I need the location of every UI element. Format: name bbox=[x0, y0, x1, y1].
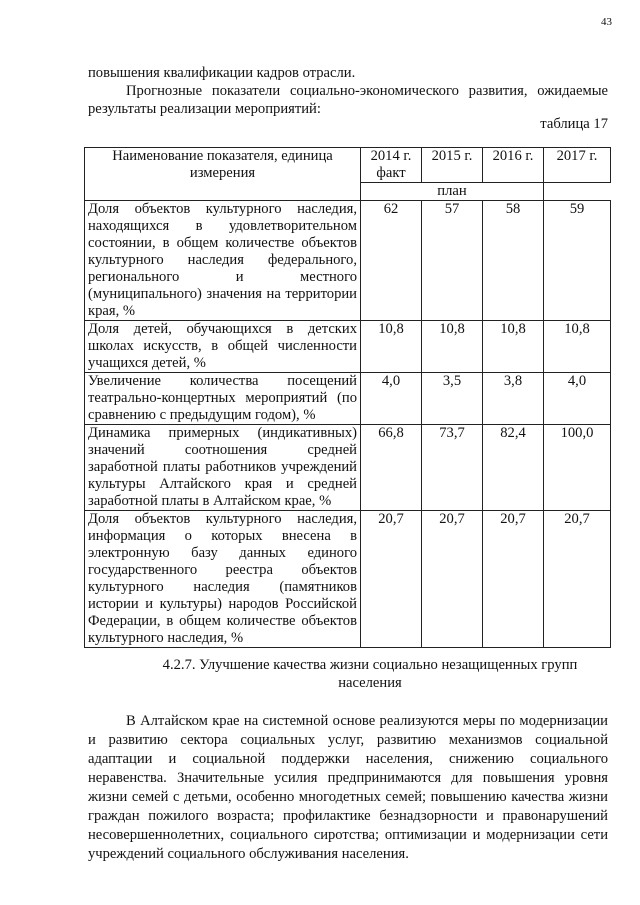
row-value-2015: 73,7 bbox=[422, 425, 483, 511]
table-row bbox=[85, 201, 611, 321]
row-value-2015: 57 bbox=[422, 201, 483, 321]
indicators-table bbox=[84, 147, 611, 648]
table-caption: таблица 17 bbox=[540, 116, 608, 132]
row-value-2014: 66,8 bbox=[361, 425, 422, 511]
row-value-2016: 20,7 bbox=[483, 511, 544, 648]
row-indicator-name: Доля детей, обучающихся в детских школах искусств, в общей численности учащихся детей, % bbox=[85, 321, 361, 373]
row-value-2015: 3,5 bbox=[422, 373, 483, 425]
intro-paragraph: Прогнозные показатели социально-экономического развития, ожидаемые результаты реализации мероприятий: bbox=[88, 83, 608, 117]
header-year-label: 2014 г. bbox=[370, 148, 412, 164]
row-value-2016: 82,4 bbox=[483, 425, 544, 511]
section-heading: 4.2.7. Улучшение качества жизни социально незащищенных групп населения bbox=[162, 657, 578, 691]
row-indicator-name: Доля объектов культурного наследия, информация о которых внесена в электронную базу данных единого государственного реестра объектов культурного наследия (памятников истории и культуры) народов Российской Федерации, в общем количестве объектов культурного наследия, % bbox=[85, 511, 361, 648]
row-value-2014: 10,8 bbox=[361, 321, 422, 373]
header-name-column: Наименование показателя, единица измерения bbox=[85, 148, 361, 201]
header-year-2017: 2017 г. bbox=[544, 148, 611, 183]
row-value-2014: 20,7 bbox=[361, 511, 422, 648]
header-year-2014 bbox=[361, 148, 422, 183]
table-header-row bbox=[85, 148, 611, 183]
table-row bbox=[85, 425, 611, 511]
row-value-2016: 58 bbox=[483, 201, 544, 321]
row-value-2017: 100,0 bbox=[544, 425, 611, 511]
row-indicator-name: Доля объектов культурного наследия, находящихся в удовлетворительном состоянии, в общем количестве объектов культурного наследия федерального, регионального и местного (муниципального) значения на территории края, % bbox=[85, 201, 361, 321]
header-year-2015: 2015 г. bbox=[422, 148, 483, 183]
row-value-2017: 59 bbox=[544, 201, 611, 321]
row-value-2017: 4,0 bbox=[544, 373, 611, 425]
table-row bbox=[85, 321, 611, 373]
section-body-paragraph: В Алтайском крае на системной основе реализуются меры по модернизации и развитию сектора социальных услуг, развитию механизмов социальной адаптации и социальной поддержки населения, снижению социального неравенства. Значительные усилия предпринимаются для повышения уровня жизни семей с детьми, особенно многодетных семей; повышению качества жизни граждан пожилого возраста; профилактике безнадзорности и правонарушений несовершеннолетних, социального сиротства; оптимизации и модернизации сети учреждений социального обслуживания населения. bbox=[88, 713, 608, 862]
header-plan-label: план bbox=[361, 183, 544, 201]
row-value-2017: 20,7 bbox=[544, 511, 611, 648]
row-value-2016: 3,8 bbox=[483, 373, 544, 425]
row-value-2016: 10,8 bbox=[483, 321, 544, 373]
row-value-2014: 62 bbox=[361, 201, 422, 321]
row-indicator-name: Увеличение количества посещений театрально-концертных мероприятий (по сравнению с предыдущим годом), % bbox=[85, 373, 361, 425]
row-value-2017: 10,8 bbox=[544, 321, 611, 373]
row-value-2015: 10,8 bbox=[422, 321, 483, 373]
page-number: 43 bbox=[601, 16, 612, 28]
row-indicator-name: Динамика примерных (индикативных) значений соотношения средней заработной платы работников учреждений культуры Алтайского края и средней заработной платы в Алтайском крае, % bbox=[85, 425, 361, 511]
header-fact-label: факт bbox=[376, 165, 406, 181]
table-body bbox=[85, 201, 611, 648]
header-year-2016: 2016 г. bbox=[483, 148, 544, 183]
row-value-2015: 20,7 bbox=[422, 511, 483, 648]
table-row bbox=[85, 373, 611, 425]
table-row bbox=[85, 511, 611, 648]
row-value-2014: 4,0 bbox=[361, 373, 422, 425]
intro-line: повышения квалификации кадров отрасли. bbox=[88, 65, 356, 81]
